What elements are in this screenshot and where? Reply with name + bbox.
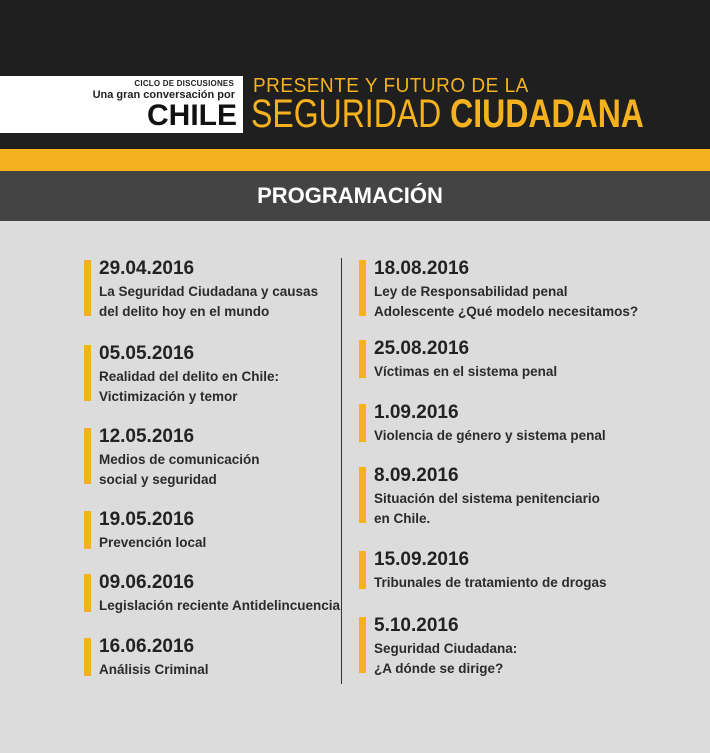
event-date: 29.04.2016 [99, 258, 195, 279]
event-date: 19.05.2016 [99, 509, 195, 530]
accent-bar [359, 340, 366, 378]
event-date: 8.09.2016 [374, 465, 459, 486]
tagline: Una gran conversación por [92, 89, 235, 101]
event-date: 5.10.2016 [374, 615, 459, 636]
event-description: Tribunales de tratamiento de drogas [374, 575, 607, 590]
title-line-2 [251, 92, 644, 136]
chile-logo [0, 76, 243, 133]
event-description: La Seguridad Ciudadana y causas del delito hoy en el mundo [99, 284, 319, 319]
event-description: Medios de comunicación social y seguridad [99, 452, 260, 487]
event-description: Realidad del delito en Chile: Victimización y temor [99, 369, 280, 404]
event-description: Ley de Responsabilidad penal Adolescente ¿Qué modelo necesitamos? [374, 284, 639, 319]
event-description: Análisis Criminal [99, 662, 209, 677]
accent-bar [84, 260, 91, 316]
accent-stripe [0, 149, 710, 171]
accent-bar [359, 617, 366, 673]
event-date: 05.05.2016 [99, 343, 195, 364]
accent-bar [84, 638, 91, 676]
title-word-1: SEGURIDAD [251, 92, 442, 136]
accent-bar [359, 260, 366, 316]
event-date: 16.06.2016 [99, 636, 195, 657]
title-line-1: PRESENTE Y FUTURO DE LA [253, 75, 529, 98]
accent-bar [359, 467, 366, 523]
accent-bar [84, 574, 91, 612]
event-date: 09.06.2016 [99, 572, 195, 593]
event-description: Víctimas en el sistema penal [374, 364, 558, 379]
event-date: 18.08.2016 [374, 258, 470, 279]
event-date: 1.09.2016 [374, 402, 459, 423]
accent-bar [84, 428, 91, 484]
event-description: Seguridad Ciudadana: ¿A dónde se dirige? [374, 641, 518, 676]
event-description: Violencia de género y sistema penal [374, 428, 606, 443]
series-label: CICLO DE DISCUSIONES [134, 79, 234, 88]
event-description: Legislación reciente Antidelincuencia [99, 598, 341, 613]
accent-bar [359, 404, 366, 442]
event-date: 15.09.2016 [374, 549, 470, 570]
accent-bar [359, 551, 366, 589]
event-date: 12.05.2016 [99, 426, 195, 447]
event-description: Situación del sistema penitenciario en Chile. [374, 491, 600, 526]
event-date: 25.08.2016 [374, 338, 470, 359]
event-description: Prevención local [99, 535, 207, 550]
accent-bar [84, 511, 91, 549]
section-title: PROGRAMACIÓN [257, 183, 443, 208]
accent-bar [84, 345, 91, 401]
country-wordmark: CHILE [147, 99, 237, 132]
title-word-2: CIUDADANA [450, 92, 644, 136]
